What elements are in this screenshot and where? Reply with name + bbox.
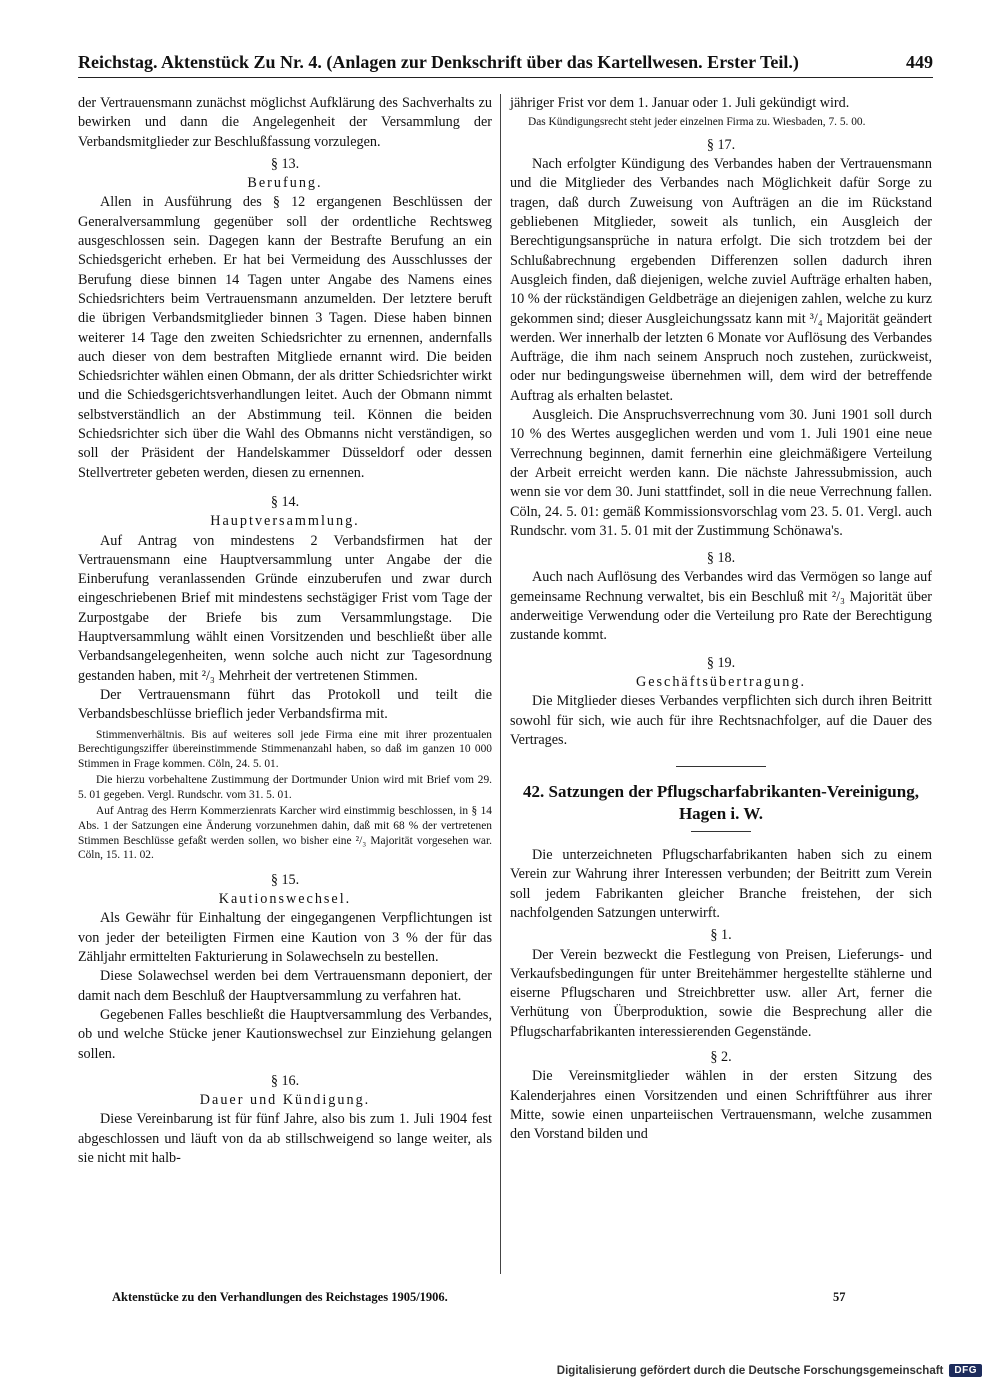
section-number: § 17. — [706, 136, 736, 153]
paragraph: der Vertrauensmann zunächst möglichst Aufklärung des Sachverhalts zu bewirken und dann die Angelegenheit der Versammlung der Verbandsmitglieder zur Beschlußfassung vorzulegen. — [78, 95, 492, 150]
paragraph: Allen in Ausführung des § 12 ergangenen Beschlüssen der Generalversammlung gegenüber soll der ordentliche Rechtsweg ausgeschlossen sein. Dagegen kann der Bestrafte Berufung an ein Schiedsgericht erheben. Er hat bei Vermeidung des Ausschlusses der Berufung diese binnen 14 Tagen unter Angabe des Namens eines Schiedsrichters beim Vertrauensmann anzumelden. Der letztere beruft die übrigen Verbandsmitglieder binnen 3 Tagen. Diese haben binnen weiterer 14 Tage den zweiten Schiedsrichter zu ernennen, andernfalls auch dieser von dem bestraften Mitgliede ernannt wird. Die beiden Schiedsrichter wählen einen Obmann, der als dritter Schiedsrichter wirkt und die Schiedsgerichtsverhandlungen leitet. Auch der Obmann nimmt selbstverständlich an der Abstimmung teil. Können die beiden Schiedsrichter sich über die Wahl des Obmanns nicht verständigen, so soll der Präsident der Handelskammer Düsseldorf oder dessen Stellvertreter gebeten werden, diesen zu ernennen. — [78, 194, 492, 481]
paragraph: Ausgleich. Die Anspruchsverrechnung vom 30. Juni 1901 soll durch 10 % des Wertes ausgeglichen werden und vom 1. Juli 1901 eine neue Verrechnung beginnen, damit fernerhin eine gleichmäßigere Verteilung der Arbeit erreicht werden kann. Die nächste Jahressubmission, auch wenn sie vor dem 30. Juni stattfindet, soll in die neue Verrechnung fallen. Cöln, 24. 5. 01: gemäß Kommissionsvorschlag vom 23. 5. 01. Vergl. auch Rundschr. vom 31. 5. 01 mit der Zustimmung Schönawa's. — [510, 407, 932, 539]
paragraph: Diese Solawechsel werden bei dem Vertrauensmann deponiert, der damit nach dem Beschluß der Hauptversammlung zu verfahren hat. — [78, 968, 492, 1004]
section-number: § 15. — [270, 871, 300, 888]
paragraph: Die Vereinsmitglieder wählen in der ersten Sitzung des Kalenderjahres einen Vorsitzenden und einen Schriftführer aus ihrer Mitte, sowie einen unparteiischen Vertrauensmann, welche zusammen den Vorstand bilden und — [510, 1068, 932, 1143]
paragraph: Nach erfolgter Kündigung des Verbandes haben der Vertrauensmann und die Mitglieder des Verbandes nach Möglichkeit dafür Sorge zu tragen, daß durch Zuweisung von Aufträgen an die im Rückstand gebliebenen Mitglieder, soweit als tunlich, ein Ausgleich der Berechtigungsansprüche in natura erfolgt. Die sich trotzdem bei der Schlußabrechnung ergebenden Differenzen sollen dadurch ihren Ausgleich finden, daß diejenigen, welche zuviel Aufträge erhalten haben, 10 % der rückständigen Geldbeträge an diejenigen zahlen, welche zu kurz gekommen sind; dieser Ausgleichungssatz kann mit ³/₄ Majorität geändert werden. Wer innerhalb der letzten 6 Monate vor Auflösung des Verbandes Aufträge, die ihm nach seinem Anspruch noch zustehen, zurückweist, oder nur bedingungsweise übernehmen will, dem wird der betreffende Auftrag als erhalten belastet. — [510, 156, 932, 404]
section-number: § 2. — [710, 1049, 732, 1066]
section-title: Geschäftsübertragung. — [635, 673, 807, 690]
footer-source: Aktenstücke zu den Verhandlungen des Reichstages 1905/1906. — [112, 1290, 448, 1304]
separator-line — [676, 766, 766, 767]
separator-line — [691, 831, 751, 832]
page-number: 449 — [906, 52, 933, 72]
paragraph: Die Mitglieder dieses Verbandes verpflichten sich durch ihren Beitritt sowohl für sich, wie auch für ihre Rechtsnachfolger, auf die Dauer des Vertrages. — [510, 693, 932, 748]
section-title: Dauer und Kündigung. — [199, 1092, 371, 1109]
paragraph: Der Verein bezweckt die Festlegung von Preisen, Lieferungs- und Verkaufsbedingungen für unter Breitehämmer hergestellte stählerne und eiserne Pflugscharen und Streichbretter usw. aller Art, ferner die Verhütung von Überproduktion, sowie die Besprechung aller die Pflugscharfabrikanten interessierenden Gegenstände. — [510, 946, 932, 1040]
section-number: § 14. — [270, 493, 300, 510]
page-header — [78, 46, 933, 78]
section-number: § 18. — [706, 550, 736, 567]
footer-signature: 57 — [833, 1290, 846, 1304]
dfg-logo: DFG — [949, 1364, 982, 1377]
section-number: § 1. — [710, 927, 732, 944]
paragraph: Auch nach Auflösung des Verbandes wird das Vermögen so lange auf gemeinsame Rechnung verwaltet, bis ein Beschluß mit ²/₃ Majorität über anderweitige Verwendung oder die Verteilung pro Rate der Berechtigung zustande kommt. — [510, 569, 932, 644]
document-heading: 42. Satzungen der Pflugscharfabrikanten-Vereinigung, Hagen i. W. — [523, 782, 919, 824]
column-divider — [500, 94, 501, 1274]
note: Die hierzu vorbehaltene Zustimmung der Dortmunder Union wird mit Brief vom 29. 5. 01 gegeben. Vergl. Rundschr. vom 31. 5. 01. — [78, 774, 492, 801]
section-title: Kautionswechsel. — [218, 891, 352, 908]
section-number: § 19. — [706, 654, 736, 671]
paragraph: Auf Antrag von mindestens 2 Verbandsfirmen hat der Vertrauensmann eine Hauptversammlung unter Angabe der die Einberufung veranlassenden Gründe einzuberufen und zwar durch eingeschriebenen Brief mit mindestens sechstägiger Frist vom Tage der Zurpostgabe der Briefe bis zum Versammlungstage. Die Hauptversammlung wählt einen Vorsitzenden und beschließt über alle Verbandsangelegenheiten, wenn solche auch nicht zur Tagesordnung gestanden haben, mit ²/₃ Mehrheit der vertretenen Stimmen. — [78, 532, 492, 684]
right-column — [510, 94, 932, 1145]
paragraph: jähriger Frist vor dem 1. Januar oder 1. Juli gekündigt wird. — [510, 95, 850, 111]
paragraph: Gegebenen Falles beschließt die Hauptversammlung des Verbandes, ob und welche Stücke jener Kautionswechsel zur Einziehung gelangen sollen. — [78, 1006, 492, 1062]
credit-text: Digitalisierung gefördert durch die Deutsche Forschungsgemeinschaft — [556, 1364, 944, 1377]
note: Stimmenverhältnis. Bis auf weiteres soll jede Firma eine mit ihrer prozentualen Berechtigungsziffer übereinstimmende Stimmenanzahl haben, so daß im ganzen 10 000 Stimmen in Frage kommen. Cöln, 24. 5. 01. — [78, 728, 492, 770]
note: Das Kündigungsrecht steht jeder einzelnen Firma zu. Wiesbaden, 7. 5. 00. — [528, 116, 866, 129]
paragraph: Diese Vereinbarung ist für fünf Jahre, also bis zum 1. Juli 1904 fest abgeschlossen und läuft von da ab stillschweigend so lange weiter, als sie nicht mit halb- — [78, 1111, 492, 1166]
paragraph: Die unterzeichneten Pflugscharfabrikanten haben sich zu einem Verein zur Wahrung ihrer Interessen verbunden; der Beitritt zum Verein soll jedem Fabrikanten gleicher Branche freistehen, der sich nachfolgenden Satzungen unterwirft. — [510, 847, 932, 921]
section-title: Hauptversammlung. — [210, 513, 360, 530]
header-title: Reichstag. Aktenstück Zu Nr. 4. (Anlagen zur Denkschrift über das Kartellwesen. Erster Teil.) — [78, 52, 799, 72]
paragraph: Als Gewähr für Einhaltung der eingegangenen Verpflichtungen ist von jeder der beteiligten Firmen eine Kaution von 3 % der für das Zähljahr ermittelten Fakturierung in Solawechseln zu bestellen. — [78, 910, 492, 966]
digitization-credit — [557, 1364, 982, 1377]
note: Auf Antrag des Herrn Kommerzienrats Karcher wird einstimmig beschlossen, in § 14 Abs. 1 der Satzungen eine Änderung vorzunehmen dahin, daß mit 68 % der vertretenen Stimmen Beschlüsse gefaßt werden sollen, wo bisher eine ²/₃ Majorität vorgesehen war. Cöln, 15. 11. 02. — [78, 805, 492, 862]
section-title: Berufung. — [247, 175, 323, 192]
section-number: § 13. — [270, 155, 300, 172]
paragraph: Der Vertrauensmann führt das Protokoll und teilt die Verbandsbeschlüsse brieflich jeder Verbandsfirma mit. — [78, 686, 492, 723]
section-number: § 16. — [270, 1072, 300, 1089]
left-column — [78, 94, 492, 1168]
